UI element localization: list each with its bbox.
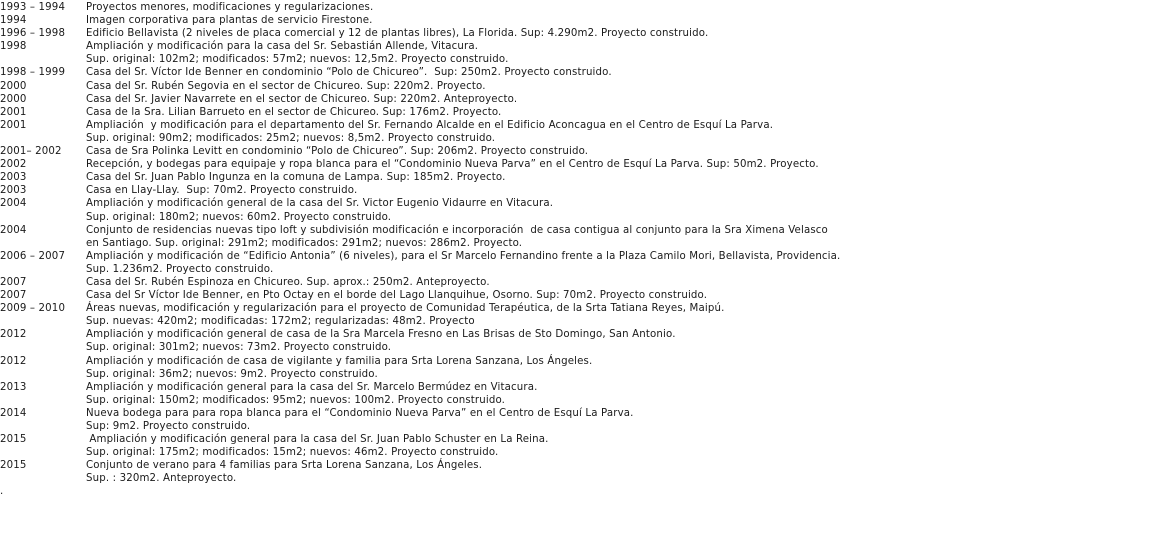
project-entry	[0, 433, 1158, 459]
project-description-line: Sup. 1.236m2. Proyecto construido.	[86, 263, 274, 275]
project-description-line: Casa en Llay-Llay. Sup: 70m2. Proyecto construido.	[86, 185, 358, 197]
project-year: 1993 – 1994	[0, 2, 66, 13]
project-year: 2009 – 2010	[0, 303, 66, 315]
project-description	[86, 145, 1158, 158]
project-description	[86, 250, 1158, 276]
project-entry	[0, 276, 1158, 289]
project-entry	[0, 184, 1158, 197]
project-entry	[0, 14, 1158, 27]
project-year: 1998 – 1999	[0, 67, 66, 79]
project-description-line: Áreas nuevas, modificación y regularización para el proyecto de Comunidad Terapéutica, de la Srta Tatiana Reyes, Maipú.	[86, 303, 725, 315]
project-description	[86, 27, 1158, 40]
project-description	[86, 381, 1158, 407]
project-description	[86, 459, 1158, 485]
project-year: 2007	[0, 276, 27, 288]
project-year: 2001	[0, 119, 27, 131]
project-description	[86, 171, 1158, 184]
project-year: 2000	[0, 93, 27, 105]
project-entry	[0, 381, 1158, 407]
project-description-line: Nueva bodega para para ropa blanca para el “Condominio Nueva Parva” en el Centro de Esquí La Parva.	[86, 407, 634, 419]
trailing-dot: .	[0, 486, 4, 498]
project-description-line: Conjunto de residencias nuevas tipo loft y subdivisión modificación e incorporación de casa contigua al conjunto para la Sra Ximena Velasco	[86, 224, 828, 236]
project-description-line: Sup. original: 102m2; modificados: 57m2; nuevos: 12,5m2. Proyecto construido.	[86, 54, 509, 66]
project-year: 1998	[0, 41, 27, 53]
project-description-line: Sup: 9m2. Proyecto construido.	[86, 421, 251, 432]
project-description-line: Sup. original: 301m2; nuevos: 73m2. Proyecto construido.	[86, 342, 392, 354]
project-list	[0, 1, 1158, 499]
project-entry	[0, 302, 1158, 328]
project-description	[86, 158, 1158, 171]
project-entry	[0, 197, 1158, 223]
project-year: 2012	[0, 329, 27, 341]
project-year: 2004	[0, 224, 27, 236]
project-entry	[0, 1, 1158, 14]
project-description-line: Sup. original: 150m2; modificados: 95m2; nuevos: 100m2. Proyecto construido.	[86, 394, 506, 406]
project-description-line: Casa del Sr. Rubén Espinoza en Chicureo. Sup. aprox.: 250m2. Anteproyecto.	[86, 276, 490, 288]
project-entry	[0, 171, 1158, 184]
project-year: 2002	[0, 159, 27, 171]
project-description	[86, 106, 1158, 119]
project-entry	[0, 224, 1158, 250]
project-year: 2015	[0, 460, 27, 472]
project-entry	[0, 289, 1158, 302]
project-description-line: Ampliación y modificación general de casa de la Sra Marcela Fresno en Las Brisas de Sto Domingo, San Antonio.	[86, 329, 676, 341]
project-description-line: Imagen corporativa para plantas de servicio Firestone.	[86, 15, 373, 27]
project-description	[86, 40, 1158, 66]
project-year: 2000	[0, 80, 27, 92]
project-description	[86, 289, 1158, 302]
project-description	[86, 66, 1158, 79]
project-description	[86, 355, 1158, 381]
project-description	[86, 184, 1158, 197]
project-year: 2012	[0, 355, 27, 367]
project-year: 1996 – 1998	[0, 28, 66, 40]
project-description	[86, 276, 1158, 289]
project-year: 2015	[0, 434, 27, 446]
project-entry	[0, 407, 1158, 433]
project-description	[86, 433, 1158, 459]
project-description-line: Casa del Sr. Rubén Segovia en el sector de Chicureo. Sup: 220m2. Proyecto.	[86, 80, 486, 92]
project-description-line: Casa del Sr. Víctor Ide Benner en condominio “Polo de Chicureo”. Sup: 250m2. Proyecto construido.	[86, 67, 612, 79]
project-description-line: Ampliación y modificación de “Edificio Antonia” (6 niveles), para el Sr Marcelo Fernandino frente a la Plaza Camilo Mori, Bellavista, Providencia.	[86, 250, 841, 262]
project-description-line: Sup. original: 180m2; nuevos: 60m2. Proyecto construido.	[86, 211, 392, 223]
project-description	[86, 407, 1158, 433]
project-description-line: Sup. original: 175m2; modificados: 15m2; nuevos: 46m2. Proyecto construido.	[86, 447, 499, 459]
project-year: 2014	[0, 407, 27, 419]
project-description-line: Casa del Sr. Javier Navarrete en el sector de Chicureo. Sup: 220m2. Anteproyecto.	[86, 93, 518, 105]
project-entry	[0, 40, 1158, 66]
project-description	[86, 119, 1158, 145]
project-description-line: Ampliación y modificación general de la casa del Sr. Victor Eugenio Vidaurre en Vitacura.	[86, 198, 554, 210]
project-description	[86, 80, 1158, 93]
project-entry	[0, 328, 1158, 354]
project-entry	[0, 355, 1158, 381]
project-entry	[0, 250, 1158, 276]
project-description	[86, 1, 1158, 14]
project-year: 2003	[0, 172, 27, 184]
project-year: 2003	[0, 185, 27, 197]
project-year: 2013	[0, 381, 27, 393]
project-description-line: Ampliación y modificación para el departamento del Sr. Fernando Alcalde en el Edificio Aconcagua en el Centro de Esquí La Parva.	[86, 119, 774, 131]
project-entry	[0, 119, 1158, 145]
project-description-line: Ampliación y modificación general para la casa del Sr. Juan Pablo Schuster en La Reina.	[86, 434, 549, 446]
project-entry	[0, 145, 1158, 158]
project-entry	[0, 66, 1158, 79]
project-year: 1994	[0, 15, 27, 27]
project-entry	[0, 93, 1158, 106]
project-year: 2006 – 2007	[0, 250, 66, 262]
project-description	[86, 14, 1158, 27]
project-description-line: Casa del Sr. Juan Pablo Ingunza en la comuna de Lampa. Sup: 185m2. Proyecto.	[86, 172, 506, 184]
project-entry	[0, 80, 1158, 93]
project-description-line: Recepción, y bodegas para equipaje y ropa blanca para el “Condominio Nueva Parva” en el Centro de Esquí La Parva. Sup: 50m2. Proyecto.	[86, 159, 819, 171]
project-description-line: Sup. original: 90m2; modificados: 25m2; nuevos: 8,5m2. Proyecto construido.	[86, 132, 496, 144]
project-description-line: Ampliación y modificación para la casa del Sr. Sebastián Allende, Vitacura.	[86, 41, 479, 53]
project-description-line: en Santiago. Sup. original: 291m2; modificados: 291m2; nuevos: 286m2. Proyecto.	[86, 237, 523, 249]
project-year: 2001– 2002	[0, 146, 62, 158]
project-year: 2004	[0, 198, 27, 210]
project-description-line: Ampliación y modificación general para la casa del Sr. Marcelo Bermúdez en Vitacura.	[86, 381, 538, 393]
project-description	[86, 302, 1158, 328]
project-year: 2007	[0, 290, 27, 302]
project-description	[86, 328, 1158, 354]
project-description-line: Proyectos menores, modificaciones y regularizaciones.	[86, 2, 374, 13]
project-entry	[0, 106, 1158, 119]
project-description	[86, 224, 1158, 250]
project-description-line: Edificio Bellavista (2 niveles de placa comercial y 12 de plantas libres), La Florida. Sup: 4.290m2. Proyecto construido.	[86, 28, 709, 40]
project-description	[86, 93, 1158, 106]
project-description-line: Sup. original: 36m2; nuevos: 9m2. Proyecto construido.	[86, 368, 378, 380]
project-description-line: Casa de la Sra. Lilian Barrueto en el sector de Chicureo. Sup: 176m2. Proyecto.	[86, 106, 502, 118]
project-entry	[0, 459, 1158, 485]
project-description	[86, 197, 1158, 223]
project-entry	[0, 158, 1158, 171]
project-description-line: Sup. nuevas: 420m2; modificadas: 172m2; regularizadas: 48m2. Proyecto	[86, 316, 475, 328]
project-description-line: Conjunto de verano para 4 familias para Srta Lorena Sanzana, Los Ángeles.	[86, 460, 483, 472]
project-description-line: Sup. : 320m2. Anteproyecto.	[86, 473, 237, 485]
entries-container	[0, 1, 1158, 485]
project-description-line: Ampliación y modificación de casa de vigilante y familia para Srta Lorena Sanzana, Los Ángeles.	[86, 355, 593, 367]
project-entry	[0, 27, 1158, 40]
project-description-line: Casa de Sra Polinka Levitt en condominio “Polo de Chicureo”. Sup: 206m2. Proyecto construido.	[86, 146, 589, 158]
project-description-line: Casa del Sr Víctor Ide Benner, en Pto Octay en el borde del Lago Llanquihue, Osorno. Sup: 70m2. Proyecto construido.	[86, 290, 708, 302]
project-year: 2001	[0, 106, 27, 118]
